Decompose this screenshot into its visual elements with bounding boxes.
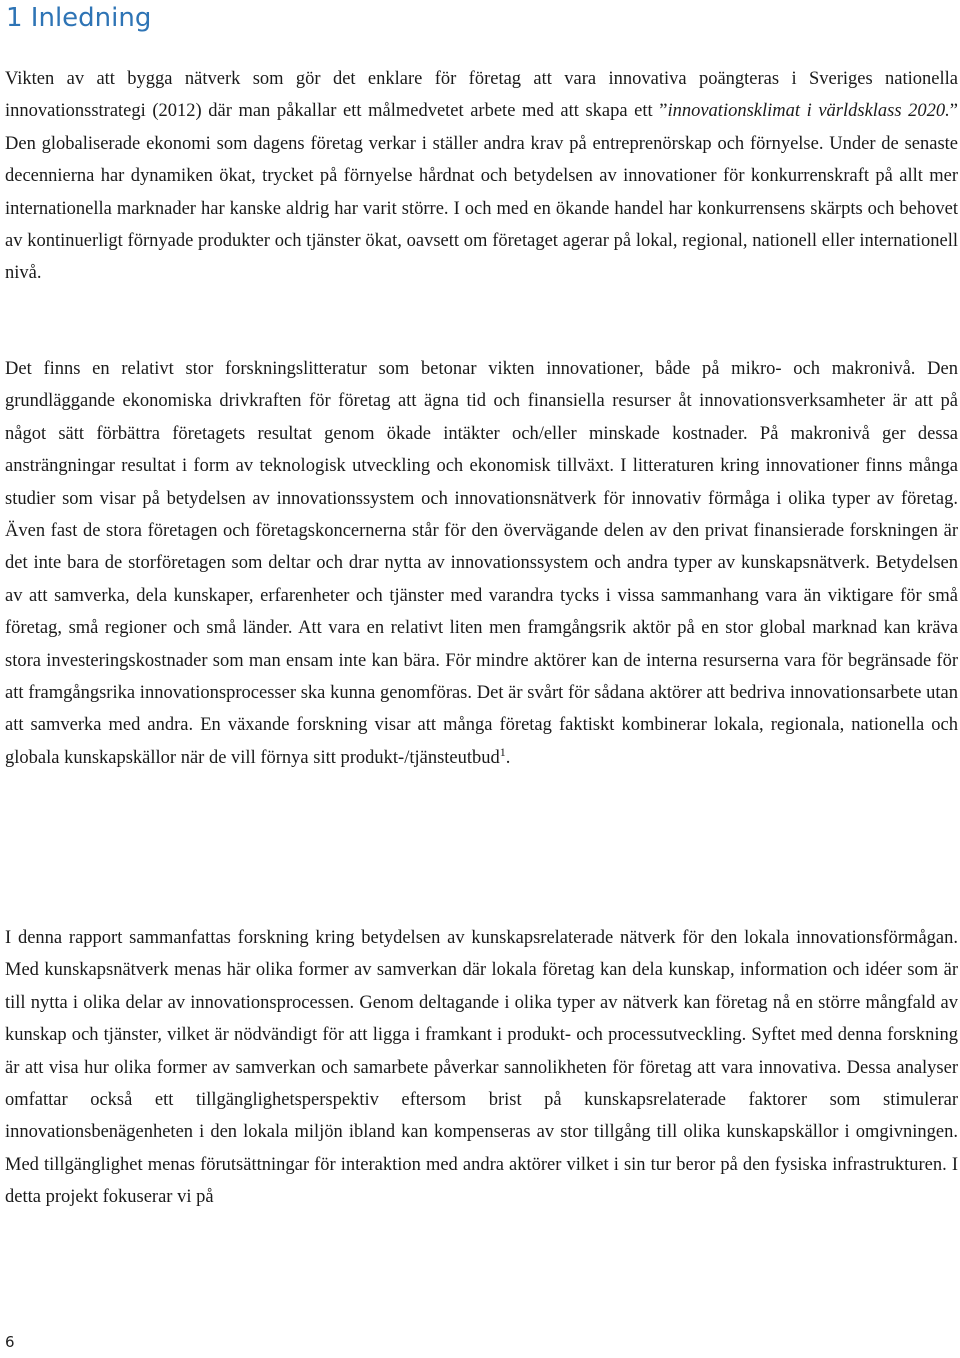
paragraph-literature	[5, 353, 958, 774]
paragraph-literature-text: Det finns en relativt stor forskningslitteratur som betonar vikten innovationer, både på mikro- och makronivå. Den grundläggande ekonomiska drivkraften för företag att ägna tid och finansiella resurser åt innovationsverksamheter är att på något sätt förbättra företagets resultat genom ökade intäkter och/eller minskade kostnader. På makronivå ger dessa ansträngningar resultat i form av teknologisk utveckling och ekonomisk tillväxt. I litteraturen kring innovationer finns många studier som visar på betydelsen av innovationssystem och innovationsnätverk för innovativ förmåga i olika typer av företag. Även fast de stora företagen och företagskoncernerna står för den övervägande delen av den privat finansierade forskningen är det inte bara de storföretagen som deltar och drar nytta av innovationssystem och andra typer av kunskapsnätverk. Betydelsen av att samverka, dela kunskaper, erfarenheter och tjänster med varandra tycks i vissa sammanhang vara än viktigare för små företag, små regioner och små länder. Att vara en relativt liten men framgångsrik aktör på en stor global marknad kan kräva stora investeringskostnader som man ensam inte kan bära. För mindre aktörer kan de interna resurserna vara för begränsade för att framgångsrika innovationsprocesser ska kunna genomföras. Det är svårt för sådana aktörer att bedriva innovationsarbete utan att samverka med andra. En växande forskning visar att många företag faktiskt kombinerar lokala, regionala, nationella och globala kunskapskällor när de vill förnya sitt produkt-/tjänsteutbud	[5, 359, 958, 768]
page-number: 6	[5, 1333, 15, 1351]
paragraph-literature-end: .	[505, 747, 511, 768]
paragraph-report-summary: I denna rapport sammanfattas forskning kring betydelsen av kunskapsrelaterade nätverk för den lokala innovationsförmågan. Med kunskapsnätverk menas här olika former av samverkan där lokala företag kan dela kunskap, information och idéer som är till nytta i olika delar av innovationsprocessen. Genom deltagande i olika typer av nätverk kan företag nå en större mångfald av kunskap och tjänster, vilket är nödvändigt för att ligga i framkant i produkt- och processutveckling. Syftet med denna forskning är att visa hur olika former av samverkan och samarbete påverkar sannolikheten för företag att vara innovativa. Dessa analyser omfattar också ett tillgänglighetsperspektiv eftersom brist på kunskapsrelaterade faktorer som stimulerar innovationsbenägenheten i den lokala miljön ibland kan kompenseras av stor tillgång till olika kunskapskällor i omgivningen. Med tillgänglighet menas förutsättningar för interaktion med andra aktörer vilket i sin tur beror på den fysiska infrastrukturen. I detta projekt fokuserar vi på	[5, 928, 958, 1208]
strategy-quote: innovationsklimat i världsklass 2020.	[667, 101, 950, 122]
paragraph-intro-text-end: ” Den globaliserade ekonomi som dagens företag verkar i ställer andra krav på entreprenörskap och förnyelse. Under de senaste decennierna har dynamiken ökat, trycket på förnyelse hårdnat och betydelsen av innovationer för konkurrenskraft på allt mer internationella marknader har kanske aldrig har varit större. I och med en ökande handel har konkurrensens skärpts och behovet av kontinuerligt förnyade produkter och tjänster ökat, oavsett om företaget agerar på lokal, regional, nationell eller internationell nivå.	[5, 101, 958, 284]
footnote-reference[interactable]: 1	[499, 744, 506, 759]
section-heading: 1 Inledning	[6, 3, 152, 33]
paragraph-intro-text-start: Vikten av att bygga nätverk som gör det enklare för företag att vara innovativa poängteras i Sveriges nationella innovationsstrategi (2012) där man påkallar ett målmedvetet arbete med att skapa ett ”	[5, 69, 958, 122]
paragraph-intro	[5, 63, 958, 290]
